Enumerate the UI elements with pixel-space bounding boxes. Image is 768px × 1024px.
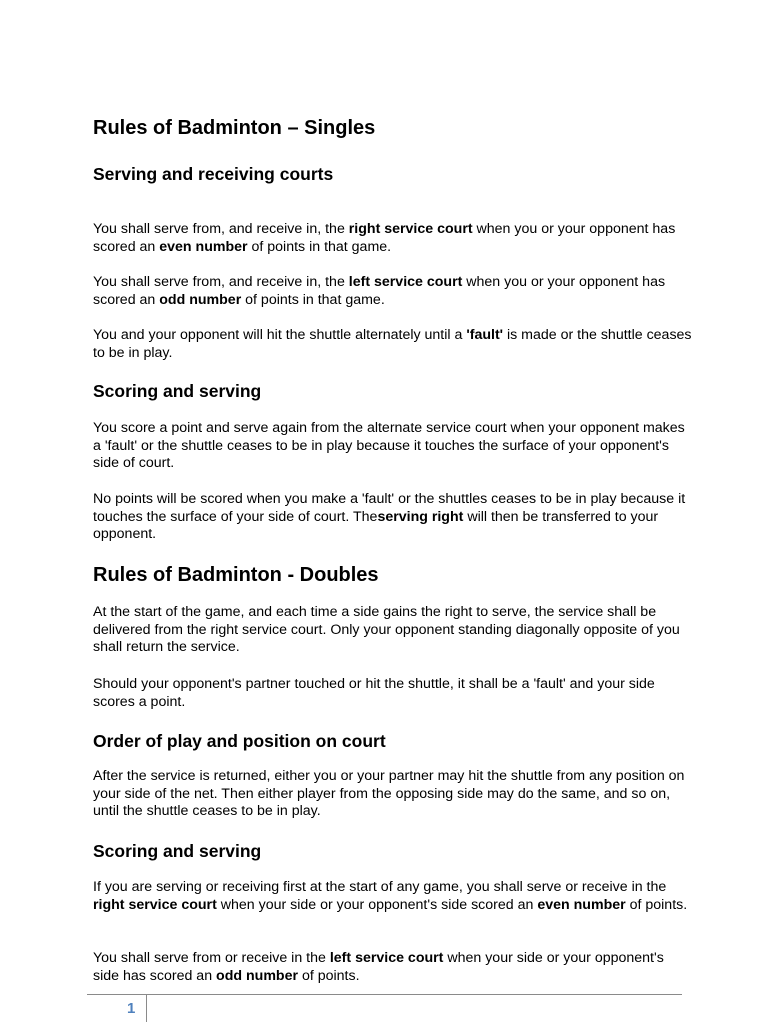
paragraph-start-of-game: At the start of the game, and each time a side gains the right to serve, the service shall be delivered from the right service court. Only your opponent standing diagonally opposite of you shall return the service. bbox=[93, 604, 680, 656]
paragraph-left-service-court: You shall serve from, and receive in, the left service court when you or your opponent has scored an odd number of points in that game. bbox=[93, 274, 666, 308]
paragraph-right-service-court: You shall serve from, and receive in, the right service court when you or your opponent has scored an even number of points in that game. bbox=[93, 221, 676, 255]
paragraph-service-returned: After the service is returned, either you or your partner may hit the shuttle from any position on your side of the net. Then either player from the opposing side may do the same, and so on, until the shuttle ceases to be in play. bbox=[93, 768, 685, 820]
paragraph-left-court-odd: You shall serve from or receive in the left service court when your side or your opponent's side has scored an odd number of points. bbox=[93, 950, 664, 984]
paragraph-alternate-hits: You and your opponent will hit the shuttle alternately until a 'fault' is made or the shuttle ceases to be in play. bbox=[93, 327, 692, 361]
heading-serving-receiving-courts: Serving and receiving courts bbox=[93, 164, 334, 184]
footer-divider bbox=[146, 995, 147, 1022]
title-singles: Rules of Badminton – Singles bbox=[93, 117, 376, 139]
paragraph-no-points: No points will be scored when you make a 'fault' or the shuttles ceases to be in play because it touches the surface of your side of court. Theserving right will then be transferred to your opponent. bbox=[93, 491, 686, 543]
heading-scoring-serving-singles: Scoring and serving bbox=[93, 381, 262, 401]
paragraph-partner-fault: Should your opponent's partner touched or hit the shuttle, it shall be a 'fault' and your side scores a point. bbox=[93, 676, 655, 710]
paragraph-serving-first: If you are serving or receiving first at the start of any game, you shall serve or receive in the right service court when your side or your opponent's side scored an even number of points. bbox=[93, 879, 688, 913]
heading-order-of-play: Order of play and position on court bbox=[93, 731, 386, 751]
heading-scoring-serving-doubles: Scoring and serving bbox=[93, 841, 262, 861]
footer-rule bbox=[87, 994, 682, 995]
page-number: 1 bbox=[127, 1000, 136, 1017]
title-doubles: Rules of Badminton - Doubles bbox=[93, 564, 379, 586]
paragraph-score-point: You score a point and serve again from the alternate service court when your opponent makes a 'fault' or the shuttle ceases to be in play because it touches the surface of your opponent's side of court. bbox=[93, 420, 685, 472]
